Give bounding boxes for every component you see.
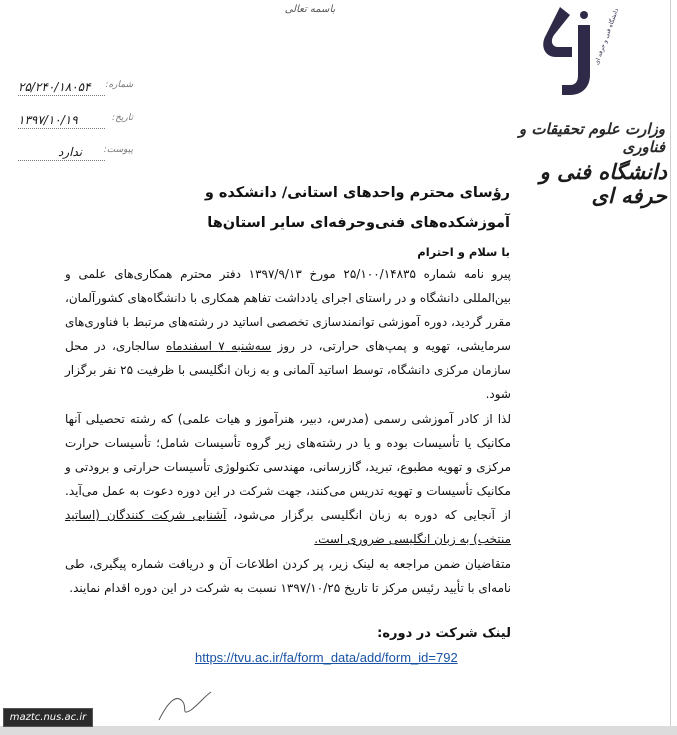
- letter-number: ۲۵/۲۴۰/۱۸۰۵۴: [18, 80, 91, 94]
- bismillah-heading: باسمه تعالی: [284, 4, 336, 15]
- letter-addressee: رؤسای محترم واحدهای استانی/ دانشکده و آموزشکده‌های فنی‌وحرفه‌ای سایر استان‌ها: [204, 185, 510, 231]
- letter-date-row: [18, 113, 133, 133]
- page-edge-rule: [670, 0, 671, 735]
- english-requirement-underlined: آشنایی شرکت کنندگان (اساتید منتخب) به زبان انگلیسی ضروری است.: [65, 508, 511, 546]
- letter-attachment-line: [18, 160, 105, 161]
- paragraph-2-text: لذا از کادر آموزشی رسمی (مدرس، دبیر، هنرآموز و هیات علمی) که رشته تحصیلی آنها مکانیک یا تأسیسات بوده و یا در رشته‌های زیر گروه تأسیسات شامل؛ تأسیسات حرارت مرکزی و تهویه مطبوع، تبرید، گازرسانی، مهندسی تکنولوژی تأسیسات حرارتی و برودتی و مکانیک تأسیسات و تهویه تدریس می‌کنند، جهت شرکت در این دوره دعوت به عمل می‌آید. از آنجایی که دوره به زبان انگلیسی برگزار می‌شود،: [65, 412, 512, 522]
- letter-attachment-label: پیوست:: [103, 145, 133, 155]
- paragraph-1-text-a: پیرو نامه شماره ۲۵/۱۰۰/۱۴۸۳۵ مورخ ۱۳۹۷/۹/۱۳ دفتر محترم همکاری‌های علمی و بین‌المللی دانشگاه و در راستای اجرای یادداشت تفاهم همکاری با دانشگاه‌های کشورآلمان، مقرر گردید، دوره آموزشی توانمندسازی تخصصی اساتید در رشته‌های مرتبط با فناوری‌های سرمایشی، تهویه و پمپ‌های حرارتی، در روز: [65, 267, 511, 353]
- letter-number-line: [18, 95, 105, 96]
- letter-number-row: [18, 80, 133, 100]
- paragraph-1-text-b: سالجاری، در محل سازمان مرکزی دانشگاه، توسط اساتید آلمانی و به زبان انگلیسی با ظرفیت ۲۵ نفر برگزار شود.: [65, 339, 511, 401]
- letter-attachment: ندارد: [58, 145, 83, 159]
- signature-scribble: [155, 690, 215, 724]
- letter-date-label: تاریخ:: [112, 113, 133, 123]
- letter-date-line: [18, 128, 105, 129]
- letter-number-label: شماره:: [105, 80, 133, 90]
- bottom-band: [0, 726, 677, 735]
- letter-attachment-row: [18, 145, 133, 165]
- letter-date: ۱۳۹۷/۱۰/۱۹: [18, 113, 78, 127]
- letter-paragraph-3: متقاضیان ضمن مراجعه به لینک زیر، پر کردن اطلاعات آن و دریافت شماره پیگیری، طی نامه‌ای با تأیید رئیس مرکز تا تاریخ ۱۳۹۷/۱۰/۲۵ نسبت به شرکت در این دوره اقدام نمایند.: [65, 557, 511, 595]
- letter-greeting: با سلام و احترام: [417, 245, 510, 259]
- letter-paragraph-2: [65, 407, 511, 551]
- university-title: دانشگاه فنی و حرفه ای: [539, 160, 667, 208]
- registration-link-label: لینک شرکت در دوره:: [377, 626, 511, 641]
- logo-caption: دانشگاه فنی و حرفه ای: [593, 7, 621, 66]
- ministry-title: وزارت علوم تحقیقات و فناوری: [518, 120, 665, 156]
- university-logo: [540, 5, 621, 100]
- source-watermark: maztc.nus.ac.ir: [3, 708, 93, 727]
- registration-link[interactable]: https://tvu.ac.ir/fa/form_data/add/form_id=792: [195, 650, 458, 665]
- event-date-underlined: سه‌شنبه ۷ اسفندماه: [166, 339, 272, 353]
- letter-paragraph-1: [65, 262, 511, 406]
